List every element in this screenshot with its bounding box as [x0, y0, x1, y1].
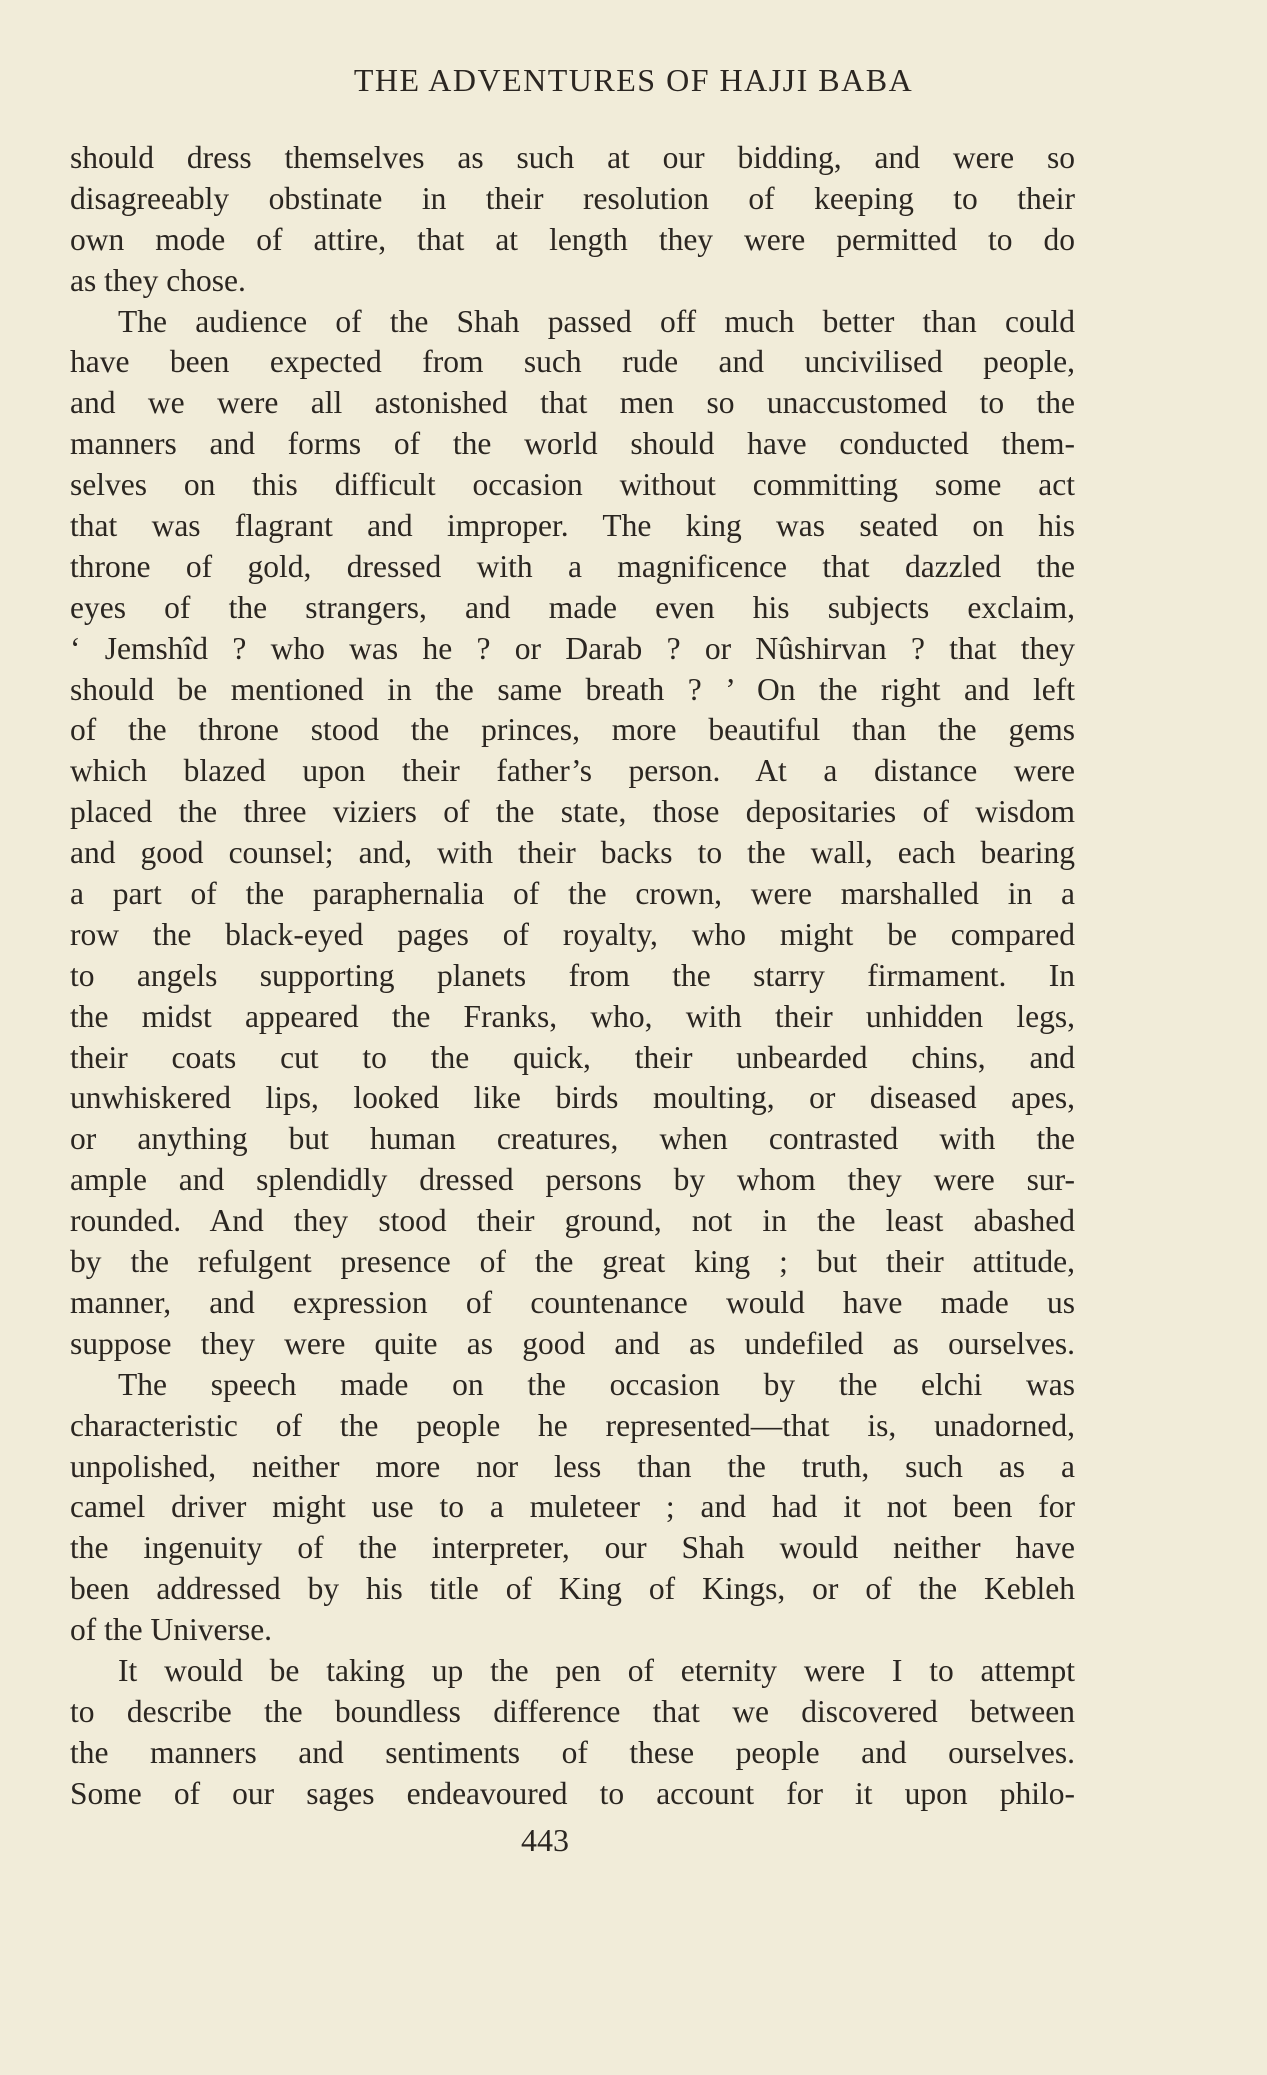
text-line: camel driver might use to a muleteer ; and had it not been for [70, 1489, 1075, 1525]
text-line: by the refulgent presence of the great king ; but their attitude, [70, 1244, 1075, 1280]
text-line: selves on this difficult occasion without committing some act [70, 467, 1075, 503]
text-line: the midst appeared the Franks, who, with their unhidden legs, [70, 998, 1075, 1034]
text-line: manner, and expression of countenance would have made us [70, 1284, 1075, 1320]
text-line: row the black-eyed pages of royalty, who might be compared [70, 916, 1075, 952]
text-line: should dress themselves as such at our bidding, and were so [70, 140, 1075, 175]
text-line: have been expected from such rude and uncivilised people, [70, 344, 1075, 380]
text-line: manners and forms of the world should have conducted them- [70, 426, 1075, 462]
text-line: throne of gold, dressed with a magnificence that dazzled the [70, 548, 1075, 584]
text-line: The audience of the Shah passed off much better than could [118, 303, 1075, 339]
text-line: the ingenuity of the interpreter, our Shah would neither have [70, 1530, 1075, 1566]
text-line: that was flagrant and improper. The king was seated on his [70, 508, 1075, 544]
text-line: or anything but human creatures, when contrasted with the [70, 1121, 1075, 1157]
text-line: of the throne stood the princes, more beautiful than the gems [70, 712, 1075, 748]
text-line: and we were all astonished that men so unaccustomed to the [70, 385, 1075, 421]
text-line: own mode of attire, that at length they were permitted to do [70, 221, 1075, 257]
text-line: It would be taking up the pen of eternity were I to attempt [118, 1652, 1075, 1688]
text-line: which blazed upon their father’s person. At a distance were [70, 753, 1075, 789]
text-line: characteristic of the people he represented—that is, unadorned, [70, 1407, 1075, 1443]
text-line: unpolished, neither more nor less than the truth, such as a [70, 1448, 1075, 1484]
text-line: been addressed by his title of King of Kings, or of the Kebleh [70, 1571, 1075, 1607]
text-line: Some of our sages endeavoured to account for it upon philo- [70, 1775, 1075, 1811]
page-number: 443 [521, 1822, 569, 1858]
text-line: to describe the boundless difference that we discovered between [70, 1693, 1075, 1729]
running-head: THE ADVENTURES OF HAJJI BABA [353, 62, 914, 98]
text-line: as they chose. [70, 262, 246, 298]
text-line: a part of the paraphernalia of the crown, were marshalled in a [70, 876, 1075, 912]
text-line: rounded. And they stood their ground, not in the least abashed [70, 1203, 1075, 1239]
text-line: The speech made on the occasion by the elchi was [118, 1366, 1075, 1402]
text-line: suppose they were quite as good and as undefiled as ourselves. [70, 1325, 1075, 1361]
text-line: disagreeably obstinate in their resolution of keeping to their [70, 180, 1075, 216]
text-line: ample and splendidly dressed persons by whom they were sur- [70, 1162, 1075, 1198]
text-line: of the Universe. [70, 1612, 273, 1648]
text-line: unwhiskered lips, looked like birds moulting, or diseased apes, [70, 1080, 1075, 1116]
text-line: eyes of the strangers, and made even his subjects exclaim, [70, 589, 1075, 625]
text-line: ‘ Jemshîd ? who was he ? or Darab ? or Nûshirvan ? that they [70, 630, 1075, 666]
text-line: their coats cut to the quick, their unbearded chins, and [70, 1039, 1075, 1075]
text-line: should be mentioned in the same breath ? ’ On the right and left [70, 671, 1075, 707]
body-text [70, 138, 1075, 1815]
text-line: to angels supporting planets from the starry firmament. In [70, 957, 1075, 993]
text-line: and good counsel; and, with their backs to the wall, each bearing [70, 835, 1075, 871]
text-line: the manners and sentiments of these people and ourselves. [70, 1734, 1075, 1770]
text-line: placed the three viziers of the state, those depositaries of wisdom [70, 794, 1075, 830]
